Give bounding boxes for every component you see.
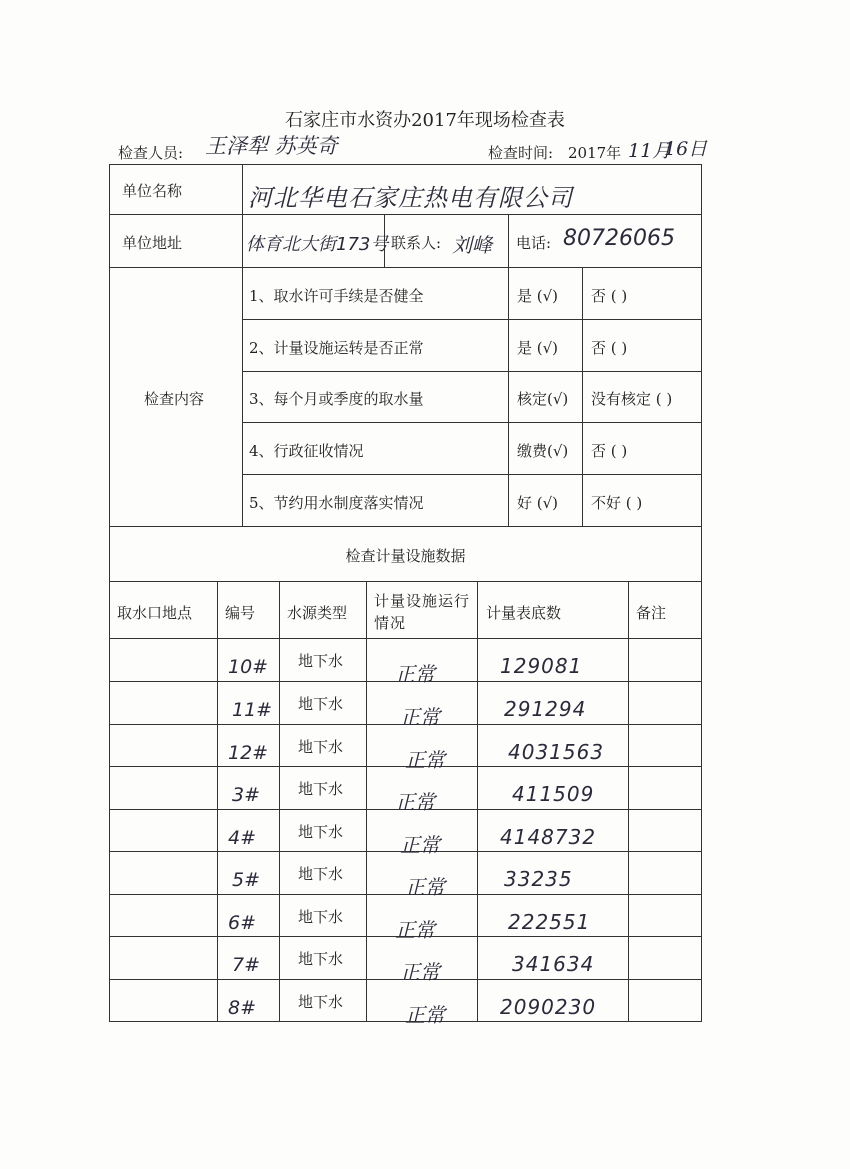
row-divider [242,371,702,372]
cell-source: 地下水 [298,993,344,1011]
contact-label: 联系人: [391,234,442,252]
answer-yes: 缴费(√) [517,442,569,460]
unit-address-label: 单位地址 [122,234,183,252]
row-divider [242,319,702,320]
row-divider [109,214,702,215]
form-title: 石家庄市水资办2017年现场检查表 [285,110,565,131]
table-border-right [701,164,702,1021]
unit-name-label: 单位名称 [122,182,183,200]
cell-status: 正常 [405,875,445,899]
cell-status: 正常 [400,833,440,857]
answer-no: 否 ( ) [591,442,628,460]
cell-source: 地下水 [298,823,344,841]
header-location: 取水口地点 [117,604,193,622]
cell-status: 正常 [400,960,440,984]
answer-yes: 是 (√) [517,287,559,305]
header-reading: 计量表底数 [486,604,562,622]
table-border-top [109,164,702,165]
cell-status: 正常 [395,918,435,942]
col-divider [217,581,218,1021]
answer-yes: 核定(√) [517,390,569,408]
col-divider [477,581,478,1021]
cell-reading: 291294 [504,697,587,721]
unit-name-value: 河北华电石家庄热电有限公司 [248,184,573,212]
cell-number: 3# [232,784,261,806]
cell-number: 4# [228,827,257,849]
unit-address-value: 体育北大街173号 [246,234,389,255]
answer-no: 否 ( ) [591,339,628,357]
header-status: 计量设施运行情况 [374,592,471,632]
cell-status: 正常 [405,1003,445,1027]
inspectors-label: 检查人员: [118,144,184,162]
inspection-question: 3、每个月或季度的取水量 [249,390,424,408]
inspection-question: 5、节约用水制度落实情况 [249,494,424,512]
cell-source: 地下水 [298,738,344,756]
table-border-left [109,164,110,1021]
inspection-question: 4、行政征收情况 [249,442,364,460]
cell-source: 地下水 [298,652,344,670]
cell-number: 8# [228,997,257,1019]
col-divider [508,214,509,267]
cell-number: 7# [232,954,261,976]
row-divider [109,581,702,582]
answer-no: 否 ( ) [591,287,628,305]
cell-number: 12# [228,742,269,764]
cell-status: 正常 [405,748,445,772]
cell-source: 地下水 [298,695,344,713]
answer-no: 不好 ( ) [591,494,643,512]
inspection-question: 2、计量设施运转是否正常 [249,339,424,357]
answer-no: 没有核定 ( ) [591,390,673,408]
inspection-date-month: 11月 [628,140,672,162]
cell-number: 10# [228,656,269,678]
cell-status: 正常 [395,790,435,814]
inspectors-signature: 王泽犁 苏英奇 [205,134,338,158]
col-divider [582,267,583,526]
row-divider [242,474,702,475]
phone-value: 80726065 [563,226,675,251]
cell-number: 11# [232,699,273,721]
col-divider [628,581,629,1021]
row-divider [109,638,702,639]
row-divider [109,526,702,527]
cell-source: 地下水 [298,780,344,798]
header-number: 编号 [225,604,256,622]
cell-number: 6# [228,912,257,934]
contact-value: 刘峰 [452,233,492,257]
cell-source: 地下水 [298,908,344,926]
cell-reading: 222551 [508,910,591,934]
cell-number: 5# [232,869,261,891]
inspection-question: 1、取水许可手续是否健全 [249,287,424,305]
cell-reading: 411509 [512,782,595,806]
metering-section-title: 检查计量设施数据 [345,547,466,565]
cell-reading: 341634 [512,952,595,976]
col-divider [508,267,509,526]
answer-yes: 是 (√) [517,339,559,357]
inspection-section-label: 检查内容 [144,390,205,408]
col-divider [279,581,280,1021]
inspection-date-label: 检查时间: [488,144,554,162]
answer-yes: 好 (√) [517,494,559,512]
col-divider [366,581,367,1021]
cell-status: 正常 [400,705,440,729]
inspection-date-day: 16日 [664,138,708,160]
cell-reading: 4031563 [508,740,605,764]
cell-reading: 129081 [500,654,583,678]
cell-source: 地下水 [298,950,344,968]
header-source: 水源类型 [287,604,348,622]
phone-label: 电话: [516,234,552,252]
cell-reading: 2090230 [500,995,597,1019]
cell-source: 地下水 [298,865,344,883]
row-divider [109,267,702,268]
row-divider [242,422,702,423]
cell-reading: 33235 [504,867,573,891]
cell-reading: 4148732 [500,825,597,849]
header-remark: 备注 [636,604,667,622]
col-divider [242,164,243,526]
cell-status: 正常 [395,662,435,686]
inspection-date-year: 2017年 [568,144,622,162]
